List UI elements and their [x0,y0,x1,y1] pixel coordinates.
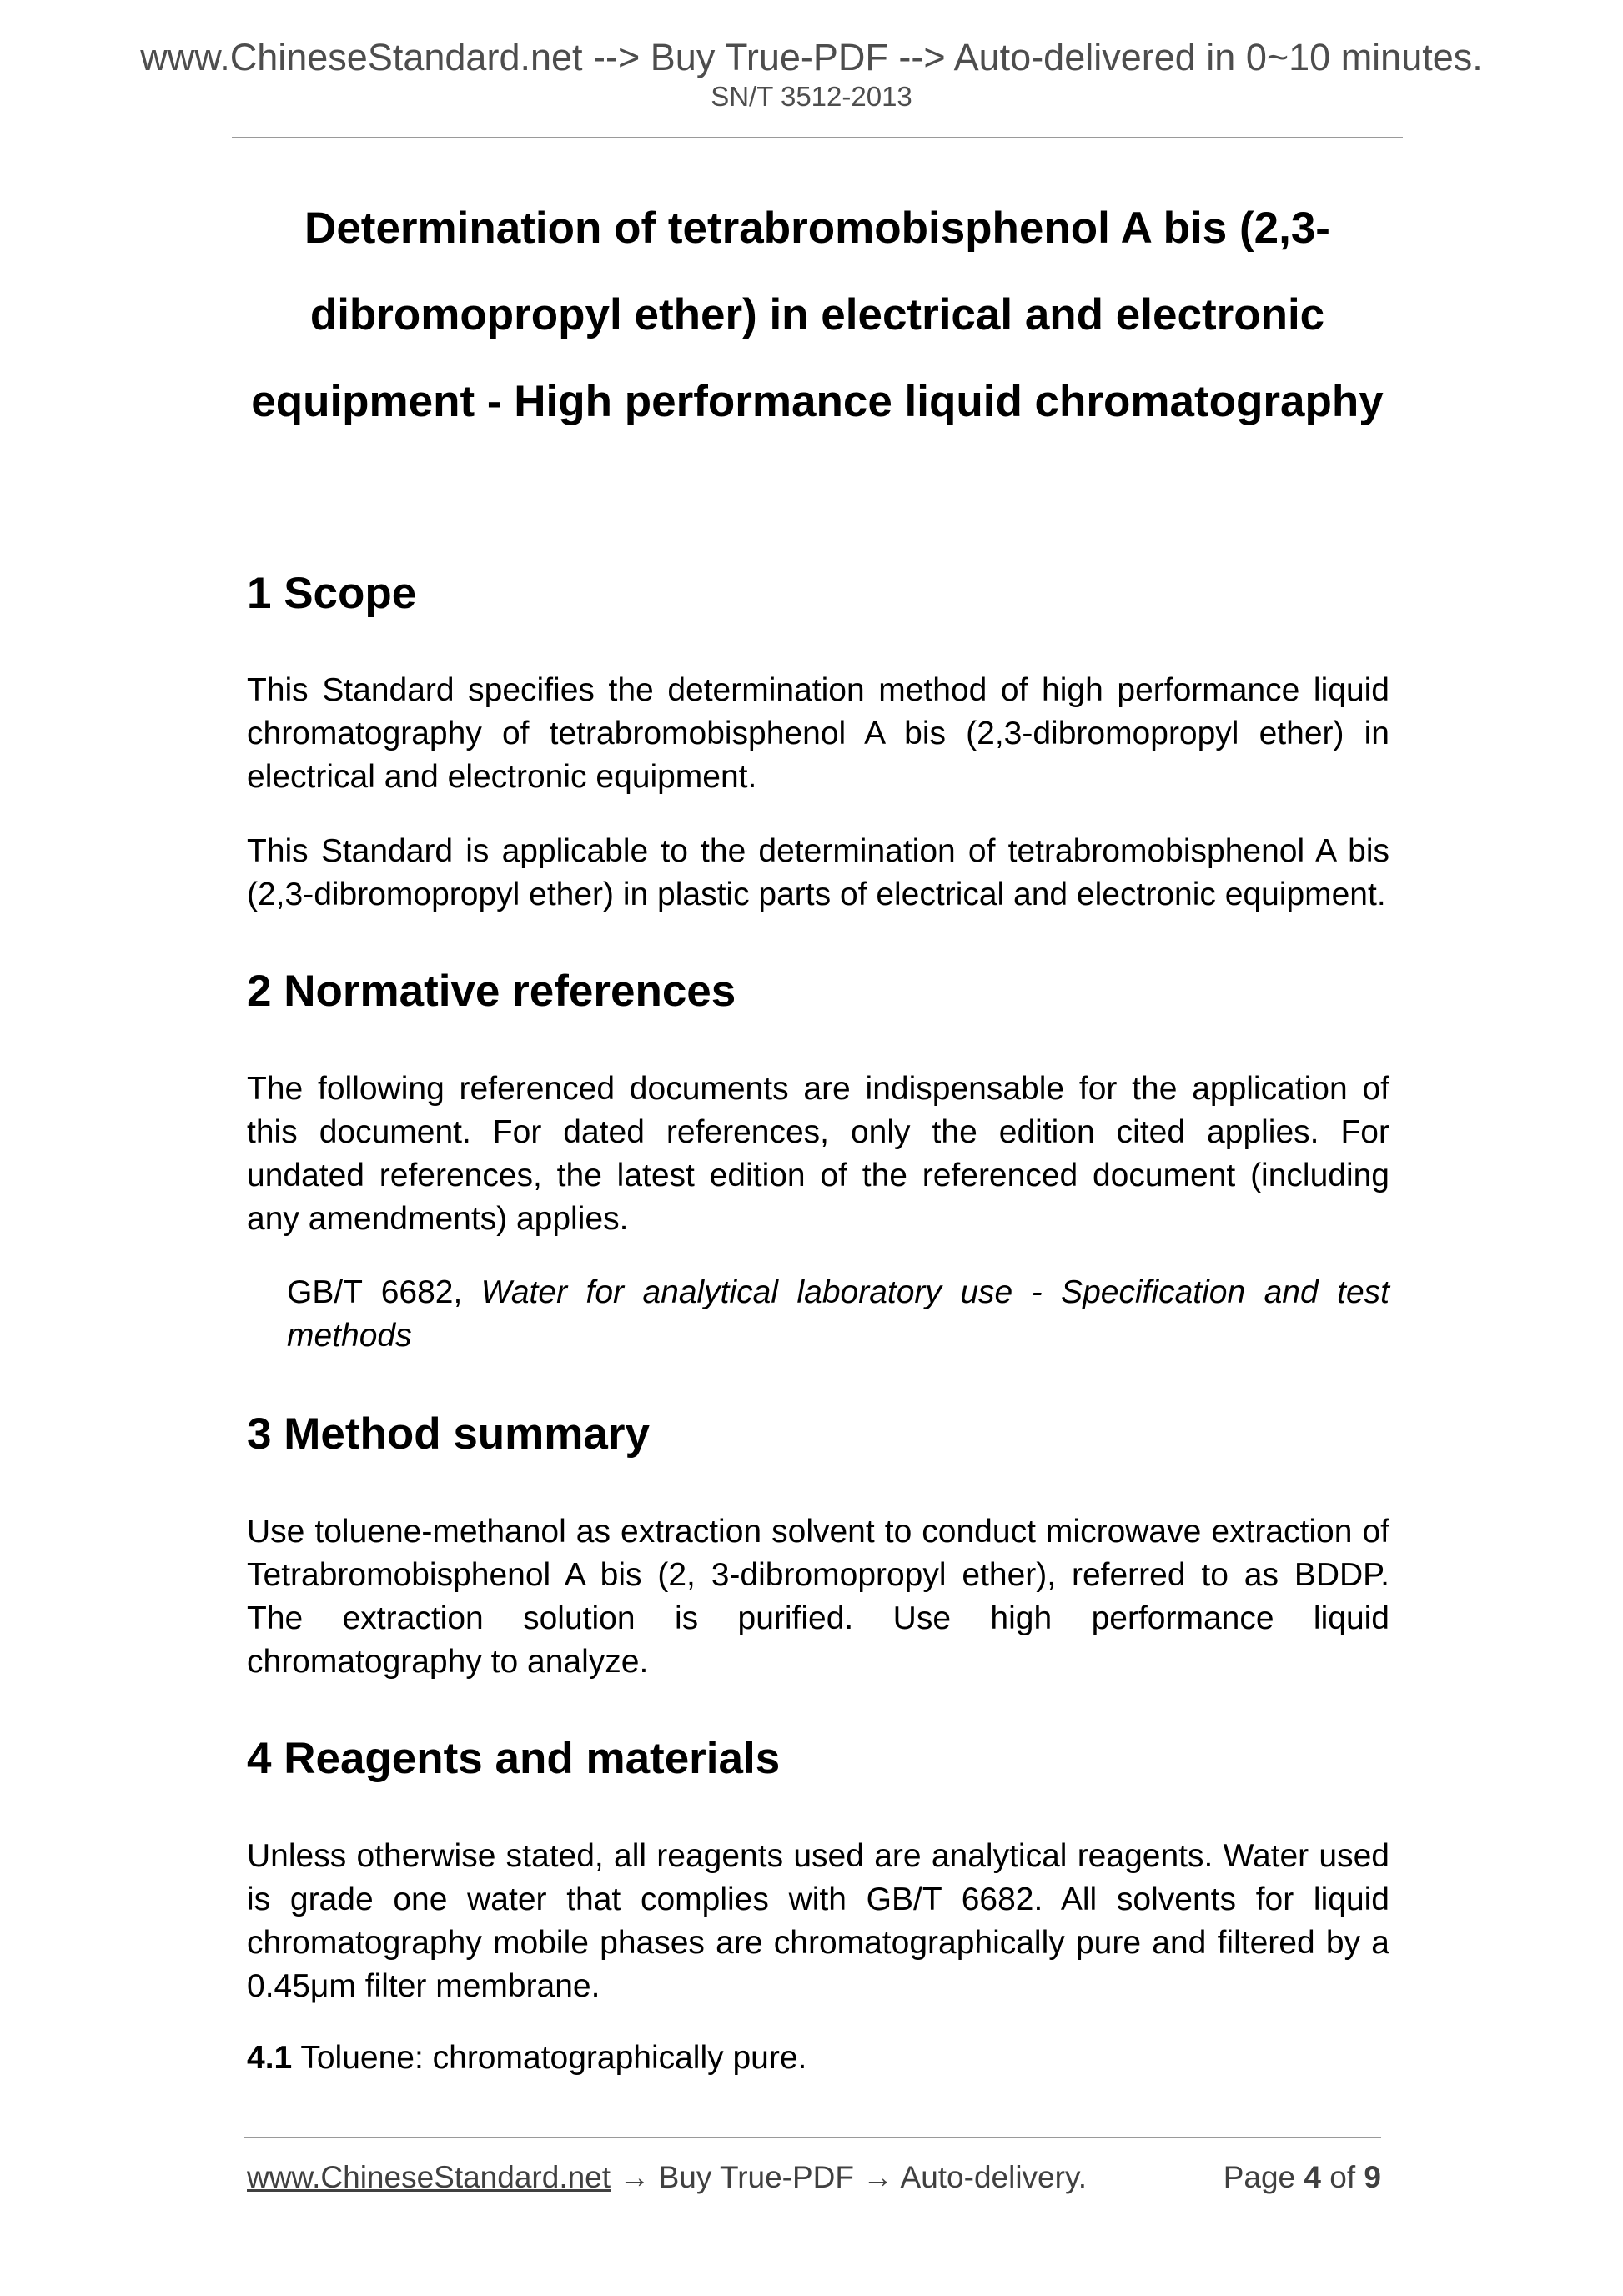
section-heading-scope: 1 Scope [247,569,417,618]
document-title [217,185,1418,445]
current-page-number: 4 [1304,2160,1321,2194]
footer-divider [244,2137,1381,2138]
normative-reference-item [287,1271,1389,1358]
scope-paragraph-2: This Standard is applicable to the determination of tetrabromobisphenol A bis (2,3-dibromopropyl ether) in plastic parts of electrical and electronic equipment. [247,833,1389,912]
footer-promo-text: → Buy True-PDF → Auto-delivery. [611,2160,1087,2194]
title-line-3: equipment - High performance liquid chromatography [251,377,1384,426]
document-code: SN/T 3512-2013 [711,81,912,112]
reference-title: Water for analytical laboratory use - Specification and test methods [287,1274,1389,1354]
total-page-count: 9 [1364,2160,1381,2194]
method-summary-paragraph: Use toluene-methanol as extraction solvent to conduct microwave extraction of Tetrabromobisphenol A bis (2, 3-dibromopropyl ether), referred to as BDDP. The extraction solution is purified. Use high performance liquid chromatography to analyze. [247,1514,1389,1680]
reagents-paragraph: Unless otherwise stated, all reagents used are analytical reagents. Water used is grade one water that complies with GB/T 6682. All solvents for liquid chromatography mobile phases are chromatographically pure and filtered by a 0.45μm filter membrane. [247,1838,1389,2004]
clause-number: 4.1 [247,2040,293,2076]
title-line-2: dibromopropyl ether) in electrical and electronic [309,290,1325,339]
top-banner: www.ChineseStandard.net --> Buy True-PDF --> Auto-delivered in 0~10 minutes. [140,36,1483,78]
of-label: of [1321,2160,1364,2194]
footer-site-link[interactable]: www.ChineseStandard.net [247,2160,611,2194]
normative-references-paragraph: The following referenced documents are indispensable for the application of this document. For dated references, only the edition cited applies. For undated references, the latest edition of the referenced document (including any amendments) applies. [247,1071,1389,1237]
reference-code: GB/T 6682, [287,1274,481,1310]
reagent-item-4-1 [247,2037,1389,2080]
page-label: Page [1223,2160,1304,2194]
title-line-1: Determination of tetrabromobisphenol A bis (2,3- [304,203,1330,253]
clause-text: Toluene: chromatographically pure. [292,2040,807,2076]
footer-promo [247,2158,1087,2197]
scope-paragraph-1: This Standard specifies the determination method of high performance liquid chromatography of tetrabromobisphenol A bis (2,3-dibromopropyl ether) in electrical and electronic equipment. [247,672,1389,795]
page-indicator [1201,2158,1381,2197]
section-heading-reagents: 4 Reagents and materials [247,1734,781,1783]
section-heading-normative-references: 2 Normative references [247,967,736,1016]
section-heading-method-summary: 3 Method summary [247,1409,651,1459]
header-divider [232,137,1403,138]
